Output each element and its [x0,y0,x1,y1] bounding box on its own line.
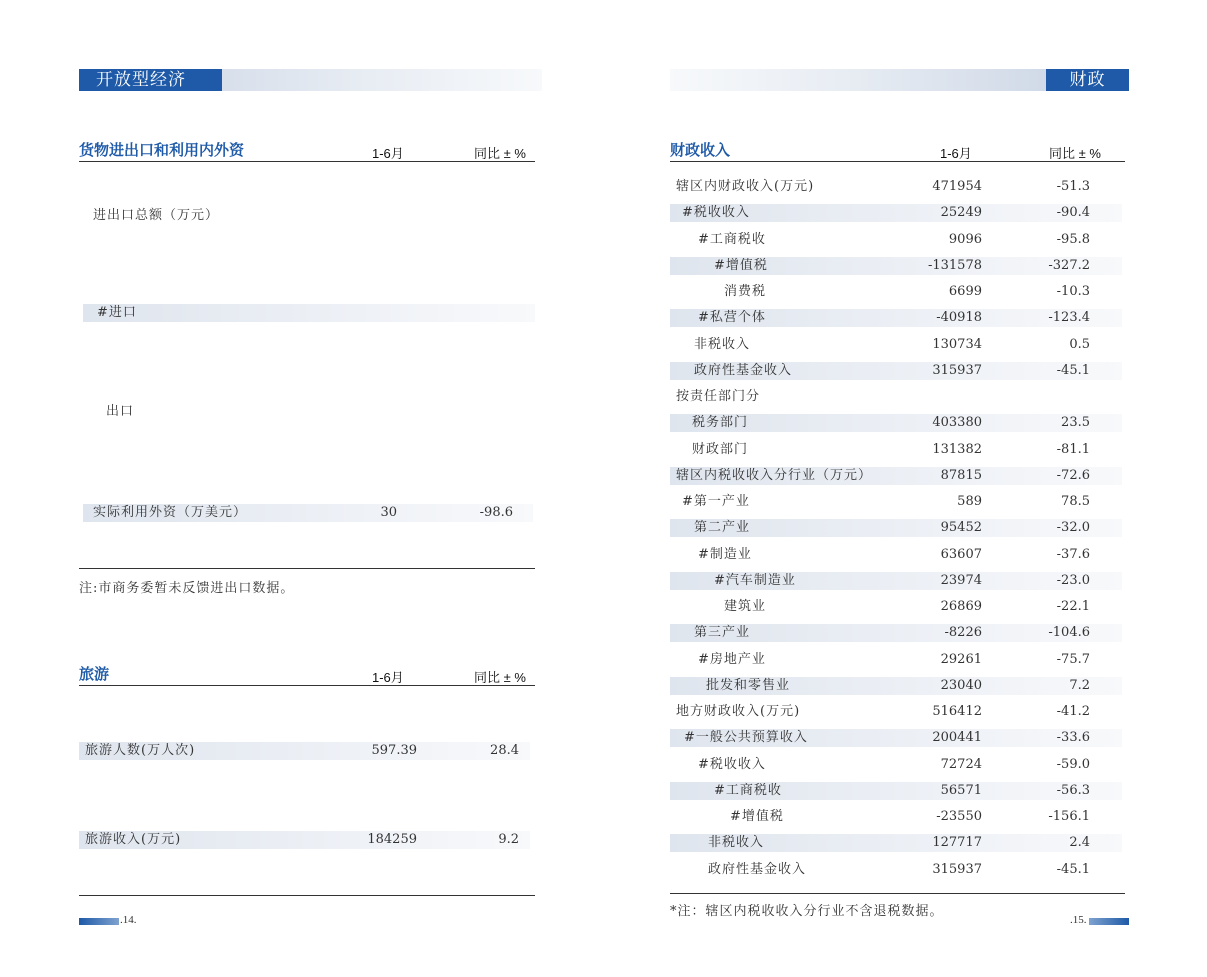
trade-col-period: 1-6月 [372,146,404,161]
row-value-yoy: -327.2 [1048,258,1090,273]
row-value-yoy: -41.2 [1056,704,1090,719]
table-row [670,204,1122,222]
table-row [670,756,1122,774]
row-value-yoy: -156.1 [1048,809,1090,824]
row-label: #一般公共预算收入 [684,730,808,745]
row-label: #第一产业 [682,494,750,509]
row-value-yoy: -51.3 [1056,179,1090,194]
row-label: #工商税收 [714,783,782,798]
trade-footer-rule [79,568,535,569]
row-label: 第三产业 [694,625,751,640]
table-row [670,677,1122,695]
row-value-period: 589 [957,494,982,509]
row-value-period: -23550 [936,809,982,824]
page-marker-right [1089,918,1129,925]
table-row [670,834,1122,852]
trade-section-title: 货物进出口和利用内外资 [79,141,245,159]
row-label: #税收收入 [682,205,750,220]
table-row [670,257,1122,275]
finance-col-yoy: 同比 ± % [1049,146,1101,161]
table-row [670,467,1122,485]
row-value-period: 127717 [932,835,982,850]
table-row [670,572,1122,590]
finance-header-rule [670,161,1125,162]
row-value-period: 597.39 [371,743,417,758]
row-value-period: -40918 [936,310,982,325]
row-value-yoy: -104.6 [1048,625,1090,640]
table-row [670,546,1122,564]
row-value-period: 6699 [948,284,982,299]
row-value-period: 184259 [367,832,417,847]
table-row [670,336,1122,354]
table-row [670,283,1122,301]
page-number-left: .14. [120,914,137,926]
row-label: 出口 [106,404,135,419]
row-value-yoy: 28.4 [490,743,519,758]
row-value-yoy: -23.0 [1056,573,1090,588]
trade-note: 注:市商务委暂未反馈进出口数据。 [79,581,295,596]
finance-note: *注：辖区内税收收入分行业不含退税数据。 [670,904,944,919]
row-value-period: 403380 [932,415,982,430]
row-label: 非税收入 [694,337,751,352]
row-label: 进出口总额（万元） [93,208,220,223]
row-value-period: 200441 [932,730,982,745]
row-label: 税务部门 [692,415,749,430]
row-value-period: 131382 [932,442,982,457]
table-row [79,831,530,849]
row-label: #汽车制造业 [714,573,796,588]
table-row [670,231,1122,249]
row-value-yoy: -81.1 [1056,442,1090,457]
row-label: #增值税 [714,258,768,273]
tourism-col-yoy: 同比 ± % [474,670,526,685]
row-label: 地方财政收入(万元) [676,704,801,719]
table-row [670,703,1122,721]
table-row [670,598,1122,616]
finance-section-title: 财政收入 [670,141,731,159]
row-value-yoy: -90.4 [1056,205,1090,220]
row-value-period: 25249 [940,205,982,220]
row-value-period: 72724 [940,757,982,772]
table-row [79,403,535,421]
table-row [670,651,1122,669]
trade-header-rule [79,161,535,162]
row-value-period: 29261 [940,652,982,667]
row-label: 辖区内财政收入(万元) [676,179,815,194]
page-number-right: .15. [1070,914,1087,926]
row-value-yoy: 78.5 [1061,494,1090,509]
row-label: 旅游收入(万元) [85,832,182,847]
row-value-yoy: -32.0 [1056,520,1090,535]
row-value-yoy: -123.4 [1048,310,1090,325]
finance-footer-rule [670,893,1125,894]
row-label: 政府性基金收入 [708,862,807,877]
row-value-period: 63607 [940,547,982,562]
row-label: 非税收入 [708,835,765,850]
row-label: #工商税收 [698,232,766,247]
table-row [670,309,1122,327]
page-marker-left [79,918,119,925]
banner-title-finance: 财政 [1046,69,1129,91]
trade-col-yoy: 同比 ± % [474,146,526,161]
table-row [670,519,1122,537]
row-value-yoy: -22.1 [1056,599,1090,614]
row-label: #税收收入 [698,757,766,772]
section-banner-left [79,69,542,91]
tourism-header-rule [79,685,535,686]
row-label: 建筑业 [724,599,767,614]
row-value-period: 30 [380,505,397,520]
row-value-yoy: -45.1 [1056,363,1090,378]
tourism-footer-rule [79,895,535,896]
table-row [670,624,1122,642]
table-row [670,729,1122,747]
table-row [670,414,1122,432]
table-row [79,742,530,760]
row-value-yoy: -37.6 [1056,547,1090,562]
row-value-period: 130734 [932,337,982,352]
row-value-yoy: -59.0 [1056,757,1090,772]
row-value-period: 315937 [932,862,982,877]
row-label: 实际利用外资（万美元） [93,505,248,520]
row-label: #增值税 [730,809,784,824]
row-value-yoy: 23.5 [1061,415,1090,430]
section-banner-right [670,69,1129,91]
row-label: #进口 [97,305,137,320]
table-row [670,441,1122,459]
table-row [79,207,535,225]
table-row [670,861,1122,879]
row-value-period: -8226 [944,625,982,640]
row-value-yoy: -33.6 [1056,730,1090,745]
row-value-period: -131578 [927,258,982,273]
row-value-yoy: -98.6 [479,505,513,520]
row-label: #房地产业 [698,652,766,667]
row-value-period: 23974 [940,573,982,588]
row-value-yoy: -72.6 [1056,468,1090,483]
row-label: 政府性基金收入 [694,363,793,378]
table-row [83,504,533,522]
row-value-yoy: 2.4 [1069,835,1090,850]
row-value-period: 315937 [932,363,982,378]
tourism-section-title: 旅游 [79,665,110,683]
row-value-yoy: -56.3 [1056,783,1090,798]
row-value-period: 9096 [948,232,982,247]
row-label: 旅游人数(万人次) [85,743,196,758]
row-value-yoy: -10.3 [1056,284,1090,299]
row-label: 财政部门 [692,442,749,457]
table-row [670,493,1122,511]
row-value-period: 26869 [940,599,982,614]
row-value-yoy: -75.7 [1056,652,1090,667]
table-row [670,362,1122,380]
row-label: 批发和零售业 [706,678,791,693]
row-value-yoy: 9.2 [498,832,519,847]
row-value-yoy: 7.2 [1069,678,1090,693]
row-label: #制造业 [698,547,752,562]
row-value-period: 471954 [932,179,982,194]
row-label: 第二产业 [694,520,751,535]
row-label: 辖区内税收收入分行业（万元） [676,468,873,483]
row-label: 消费税 [724,284,767,299]
row-value-period: 56571 [940,783,982,798]
row-value-yoy: -95.8 [1056,232,1090,247]
row-value-period: 95452 [940,520,982,535]
row-label: #私营个体 [698,310,766,325]
row-value-yoy: 0.5 [1069,337,1090,352]
row-label: 按责任部门分 [676,389,761,404]
row-value-period: 87815 [940,468,982,483]
banner-title-open-economy: 开放型经济 [79,69,222,91]
row-value-period: 23040 [940,678,982,693]
table-row [670,782,1122,800]
table-row [670,388,1122,406]
tourism-col-period: 1-6月 [372,670,404,685]
table-row [670,178,1122,196]
table-row [83,304,535,322]
table-row [670,808,1122,826]
finance-col-period: 1-6月 [940,146,972,161]
row-value-yoy: -45.1 [1056,862,1090,877]
row-value-period: 516412 [932,704,982,719]
